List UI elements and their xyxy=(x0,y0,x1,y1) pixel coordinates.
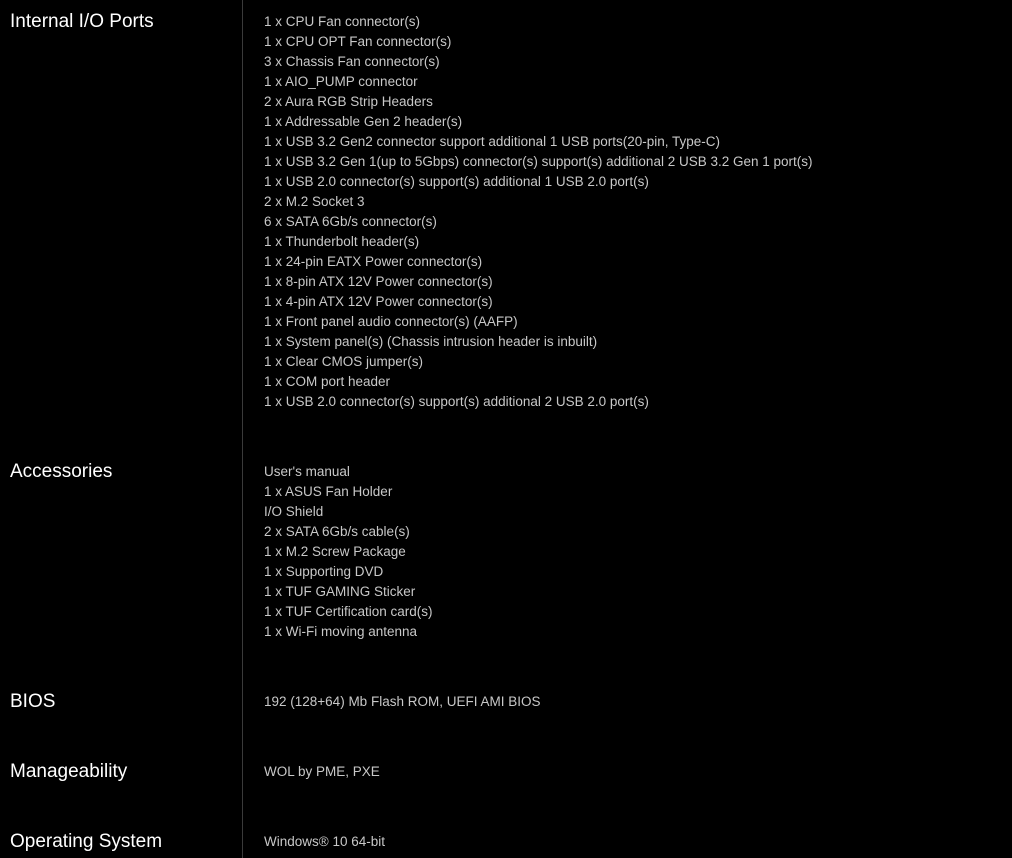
spec-value: 1 x Supporting DVD xyxy=(264,564,384,579)
spec-value: 1 x TUF Certification card(s) xyxy=(264,604,433,619)
spec-value: 1 x USB 3.2 Gen2 connector support additional 1 USB ports(20-pin, Type-C) xyxy=(264,134,720,149)
spec-value: WOL by PME, PXE xyxy=(264,764,380,779)
spec-value: User's manual xyxy=(264,464,350,479)
spec-value: 2 x M.2 Socket 3 xyxy=(264,194,365,209)
spec-value: 3 x Chassis Fan connector(s) xyxy=(264,54,440,69)
spec-label: Operating System xyxy=(10,831,163,852)
spec-value: 6 x SATA 6Gb/s connector(s) xyxy=(264,214,437,229)
spec-value: 1 x System panel(s) (Chassis intrusion header is inbuilt) xyxy=(264,334,598,349)
spec-value: I/O Shield xyxy=(264,504,324,519)
spec-label: BIOS xyxy=(10,691,56,712)
spec-value: 1 x M.2 Screw Package xyxy=(264,544,406,559)
column-divider xyxy=(242,0,243,858)
spec-label: Manageability xyxy=(10,761,128,782)
spec-values xyxy=(264,692,540,712)
spec-value: 1 x COM port header xyxy=(264,374,391,389)
spec-value: Windows® 10 64-bit xyxy=(264,834,385,849)
spec-values xyxy=(264,762,380,782)
spec-value: 1 x CPU OPT Fan connector(s) xyxy=(264,34,452,49)
spec-value: 1 x 24-pin EATX Power connector(s) xyxy=(264,254,483,269)
spec-value: 1 x USB 3.2 Gen 1(up to 5Gbps) connector(s) support(s) additional 2 USB 3.2 Gen 1 port(s) xyxy=(264,154,813,169)
spec-value: 192 (128+64) Mb Flash ROM, UEFI AMI BIOS xyxy=(264,694,541,709)
spec-values xyxy=(264,832,385,852)
spec-value: 1 x Front panel audio connector(s) (AAFP) xyxy=(264,314,518,329)
spec-value: 1 x USB 2.0 connector(s) support(s) additional 2 USB 2.0 port(s) xyxy=(264,394,649,409)
spec-values xyxy=(264,462,433,642)
spec-value: 1 x 4-pin ATX 12V Power connector(s) xyxy=(264,294,493,309)
spec-value: 1 x ASUS Fan Holder xyxy=(264,484,393,499)
spec-value: 1 x USB 2.0 connector(s) support(s) additional 1 USB 2.0 port(s) xyxy=(264,174,649,189)
spec-label: Internal I/O Ports xyxy=(10,11,154,32)
spec-value: 2 x SATA 6Gb/s cable(s) xyxy=(264,524,410,539)
spec-value: 1 x 8-pin ATX 12V Power connector(s) xyxy=(264,274,493,289)
spec-value: 2 x Aura RGB Strip Headers xyxy=(264,94,433,109)
spec-value: 1 x Clear CMOS jumper(s) xyxy=(264,354,424,369)
spec-label: Accessories xyxy=(10,461,113,482)
spec-value: 1 x AIO_PUMP connector xyxy=(264,74,418,89)
spec-value: 1 x CPU Fan connector(s) xyxy=(264,14,421,29)
spec-value: 1 x Wi-Fi moving antenna xyxy=(264,624,418,639)
spec-value: 1 x TUF GAMING Sticker xyxy=(264,584,416,599)
spec-values xyxy=(264,12,813,412)
spec-value: 1 x Thunderbolt header(s) xyxy=(264,234,420,249)
spec-value: 1 x Addressable Gen 2 header(s) xyxy=(264,114,463,129)
